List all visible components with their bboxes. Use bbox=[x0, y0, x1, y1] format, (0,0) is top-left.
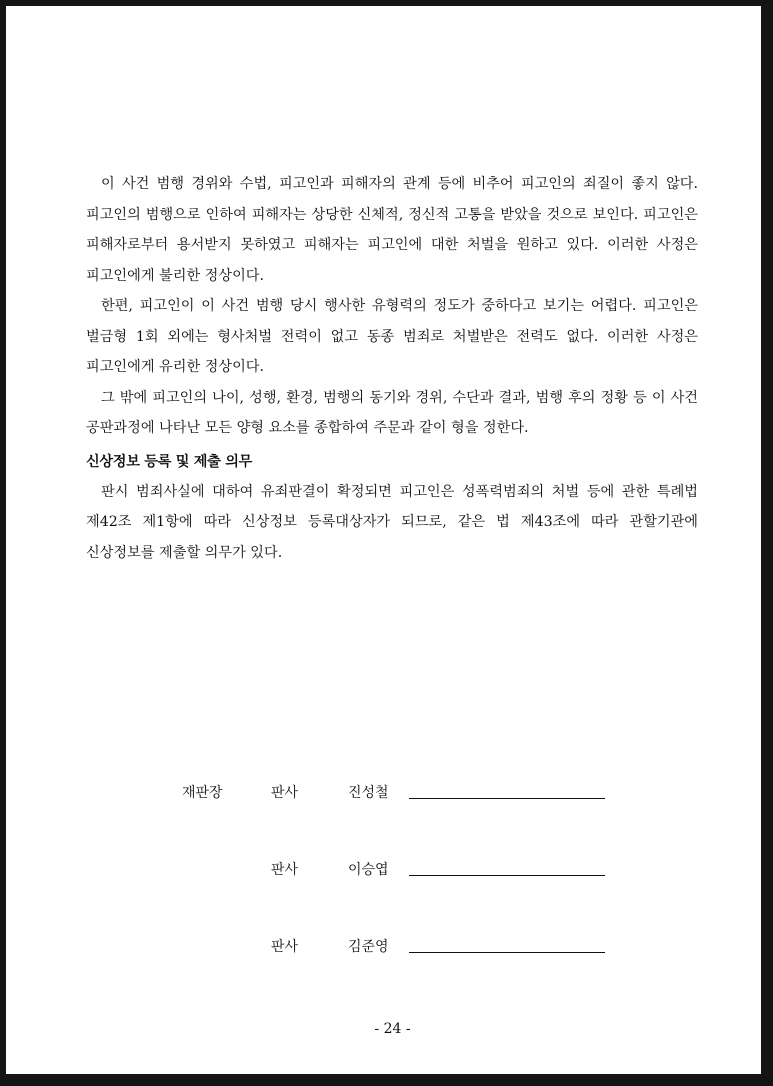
signature-row bbox=[6, 776, 773, 810]
signature-row bbox=[6, 930, 773, 964]
judge-role: 판사 bbox=[271, 862, 299, 878]
judge-name: 진성철 bbox=[348, 785, 389, 801]
signature-line bbox=[409, 798, 605, 799]
sentencing-paragraph-aggravating: 이 사건 범행 경위와 수법, 피고인과 피해자의 관계 등에 비추어 피고인의 죄질이 좋지 않다. 피고인의 범행으로 인하여 피해자는 상당한 신체적, 정신적 고통을 받았을 것으로 보인다. 피고인은 피해자로부터 용서받지 못하였고 피해자는 피고인에 대한 처벌을 원하고 있다. 이러한 사정은 피고인에게 불리한 정상이다. bbox=[86, 176, 698, 284]
judge-role: 판사 bbox=[271, 939, 299, 955]
section-heading: 신상정보 등록 및 제출 의무 bbox=[86, 453, 253, 470]
judge-name: 이승엽 bbox=[348, 862, 389, 878]
document-body bbox=[86, 169, 698, 568]
presiding-judge-title: 재판장 bbox=[182, 785, 223, 801]
signature-line bbox=[409, 875, 605, 876]
sentencing-paragraph-conclusion: 그 밖에 피고인의 나이, 성행, 환경, 범행의 동기와 경위, 수단과 결과, 범행 후의 정황 등 이 사건 공판과정에 나타난 모든 양형 요소를 종합하여 주문과 같이 형을 정한다. bbox=[86, 389, 698, 436]
sentencing-paragraph-mitigating: 한편, 피고인이 이 사건 범행 당시 행사한 유형력의 정도가 중하다고 보기는 어렵다. 피고인은 벌금형 1회 외에는 형사처벌 전력이 없고 동종 범죄로 처벌받은 전력도 없다. 이러한 사정은 피고인에게 유리한 정상이다. bbox=[86, 298, 698, 375]
judge-name: 김준영 bbox=[348, 939, 389, 955]
judge-role: 판사 bbox=[271, 785, 299, 801]
signature-line bbox=[409, 952, 605, 953]
registration-duty-paragraph: 판시 범죄사실에 대하여 유죄판결이 확정되면 피고인은 성폭력범죄의 처벌 등에 관한 특례법 제42조 제1항에 따라 신상정보 등록대상자가 되므로, 같은 법 제43조에 따라 관할기관에 신상정보를 제출할 의무가 있다. bbox=[86, 483, 698, 561]
signature-row bbox=[6, 853, 773, 887]
page-number: - 24 - bbox=[374, 1021, 411, 1037]
